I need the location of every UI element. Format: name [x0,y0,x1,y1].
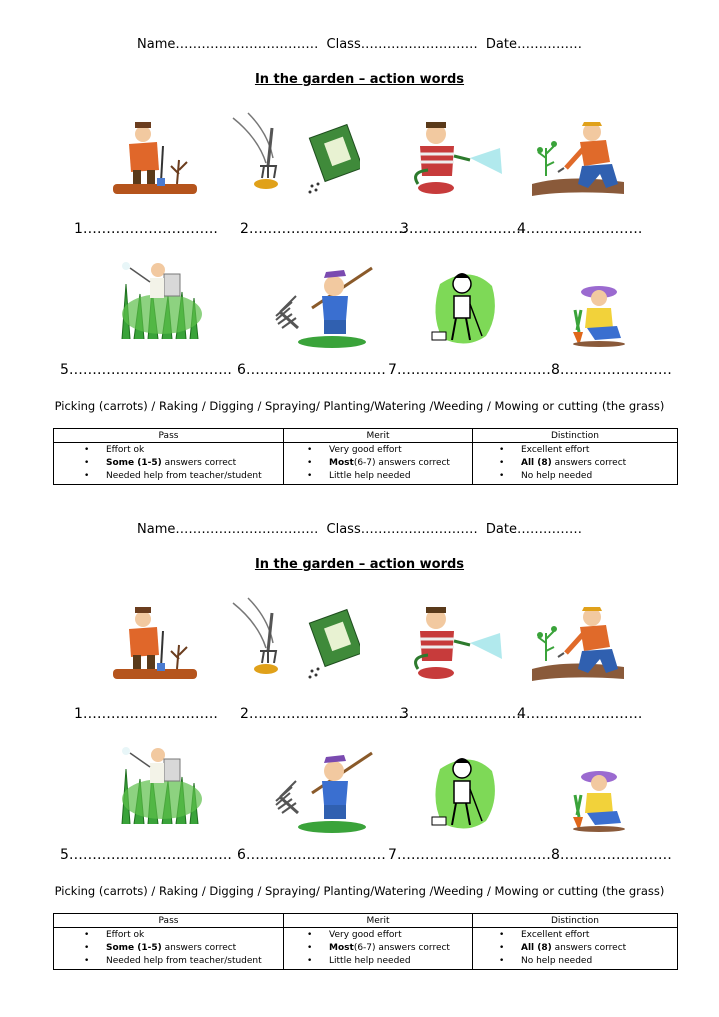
name-field[interactable]: Name…………………………… [137,37,319,52]
rubric-merit-cell [284,443,473,485]
header-line [0,522,719,537]
rubric-header-pass: Pass [54,914,284,928]
raking-picture [272,747,382,837]
answer-line-8[interactable]: 8…………………… [551,847,672,863]
word-bank: Picking (carrots) / Raking / Digging / Spraying/ Planting/Watering /Weeding / Mowing or cutting (the grass) [54,399,665,413]
rubric-item: • Little help needed [329,470,472,483]
rubric-item: • Some (1-5) answers correct [106,457,283,470]
answer-line-6[interactable]: 6………………………… [237,362,386,378]
answer-line-1[interactable]: 1……………………….. [74,706,218,722]
rubric-item: • Excellent effort [521,929,677,942]
answer-line-7[interactable]: 7…………………………… [388,362,551,378]
rubric-item: • Some (1-5) answers correct [106,942,283,955]
worksheet-title: In the garden – action words [254,557,465,572]
rubric-pass-cell [54,443,284,485]
rubric-item: • Effort ok [106,929,283,942]
rubric-table [53,428,678,485]
raking-picture [272,262,382,352]
picking-carrots-picture [565,755,635,845]
digging-picture [105,597,205,687]
answer-line-1[interactable]: 1……………………….. [74,221,218,237]
rubric-item: • Excellent effort [521,444,677,457]
rubric-header-pass: Pass [54,429,284,443]
planting-seeds-picture [228,593,360,683]
date-field[interactable]: Date…………… [485,522,582,537]
answer-line-5[interactable]: 5…………………………….. [60,847,232,863]
digging-picture [105,112,205,202]
name-field[interactable]: Name…………………………… [137,522,319,537]
date-field[interactable]: Date…………… [485,37,582,52]
spraying-picture [112,254,212,344]
word-bank: Picking (carrots) / Raking / Digging / Spraying/ Planting/Watering /Weeding / Mowing or cutting (the grass) [54,884,665,898]
rubric-distinction-cell [473,928,678,970]
rubric-header-distinction: Distinction [473,914,678,928]
worksheet-copy-2 [0,485,719,985]
rubric-table [53,913,678,970]
rubric-item: • No help needed [521,955,677,968]
rubric-item: • Needed help from teacher/student [106,470,283,483]
answer-line-2[interactable]: 2……………………………. [240,706,408,722]
answer-line-6[interactable]: 6………………………… [237,847,386,863]
rubric-merit-cell [284,928,473,970]
rubric-item: • All (8) answers correct [521,457,677,470]
rubric-item: • Very good effort [329,444,472,457]
rubric-item: • Very good effort [329,929,472,942]
answer-line-7[interactable]: 7…………………………… [388,847,551,863]
worksheet-copy-1 [0,0,719,500]
watering-picture [410,112,510,202]
rubric-pass-cell [54,928,284,970]
class-field[interactable]: Class……………………… [326,37,478,52]
rubric-item: • No help needed [521,470,677,483]
rubric-item: • Most(6-7) answers correct [329,457,472,470]
planting-picture [528,118,628,208]
spraying-picture [112,739,212,829]
rubric-item: • Little help needed [329,955,472,968]
mowing-picture [430,749,500,839]
answer-line-2[interactable]: 2……………………………. [240,221,408,237]
answer-line-8[interactable]: 8…………………… [551,362,672,378]
answer-line-3[interactable]: 3……………………. [400,221,526,237]
header-line [0,37,719,52]
rubric-item: • Effort ok [106,444,283,457]
rubric-item: • All (8) answers correct [521,942,677,955]
worksheet-title: In the garden – action words [254,72,465,87]
rubric-item: • Most(6-7) answers correct [329,942,472,955]
rubric-header-merit: Merit [284,914,473,928]
class-field[interactable]: Class……………………… [326,522,478,537]
rubric-header-distinction: Distinction [473,429,678,443]
answer-line-4[interactable]: 4……………………. [517,706,643,722]
watering-picture [410,597,510,687]
rubric-distinction-cell [473,443,678,485]
planting-seeds-picture [228,108,360,198]
planting-picture [528,603,628,693]
mowing-picture [430,264,500,354]
answer-line-4[interactable]: 4……………………. [517,221,643,237]
answer-line-3[interactable]: 3……………………. [400,706,526,722]
rubric-header-merit: Merit [284,429,473,443]
answer-line-5[interactable]: 5…………………………….. [60,362,232,378]
rubric-item: • Needed help from teacher/student [106,955,283,968]
picking-carrots-picture [565,270,635,360]
